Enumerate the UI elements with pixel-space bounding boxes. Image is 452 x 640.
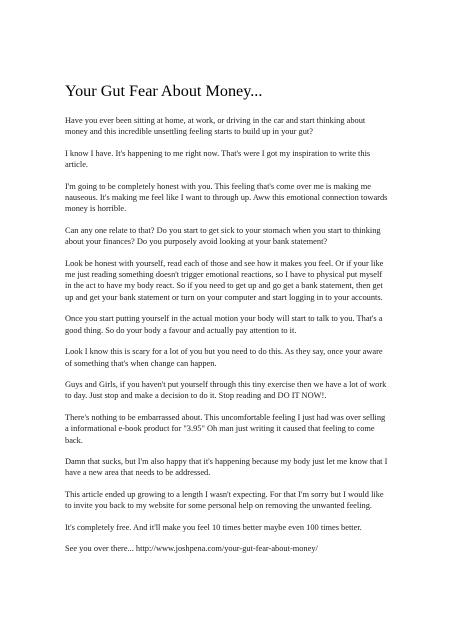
paragraph-10: Damn that sucks, but I'm also happy that it's happening because my body just let me know that I have a new area that needs to be addressed. (65, 456, 388, 478)
paragraph-4: Can any one relate to that? Do you start to get sick to your stomach when you start to thinking about your finances? Do you purposely avoid looking at your bank statement? (65, 225, 381, 247)
paragraph-13-link: See you over there... http://www.joshpena.com/your-gut-fear-about-money/ (65, 543, 318, 553)
paragraph-3: I'm going to be completely honest with you. This feeling that's come over me is making me nauseous. It's making me feel like I want to through up. Aww this emotional connection towards money is horrible. (65, 181, 388, 214)
article-title: Your Gut Fear About Money... (65, 82, 263, 100)
paragraph-6: Once you start putting yourself in the actual motion your body will start to talk to you. That's a good thing. So do your body a favour and actually pay attention to it. (65, 314, 383, 335)
article-body (65, 81, 390, 564)
paragraph-7: Look I know this is scary for a lot of you but you need to do this. As they say, once your aware of something that's when change can happen. (65, 347, 383, 368)
paragraph-2: I know I have. It's happening to me right now. That's were I got my inspiration to write this article. (65, 148, 371, 170)
paragraph-1: Have you ever been sitting at home, at work, or driving in the car and start thinking about money and this incredible unsettling feeling starts to build up in your gut? (65, 116, 366, 137)
paragraph-9: There's nothing to be embarrassed about. This uncomfortable feeling I just had was over selling a informational e-book product for "3.95" Oh man just writing it caused that feeling to come back. (65, 412, 386, 445)
paragraph-5: Look be honest with yourself, read each of those and see how it makes you feel. Or if your like me just reading something doesn't trigger emotional reactions, so I have to physical put myself in the act to have my body react. So if you need to get up and go get a bank statement, then get up and get your bank statement or turn on your computer and start logging in to your accounts. (65, 258, 384, 302)
paragraph-12: It's completely free. And it'll make you feel 10 times better maybe even 100 times better. (65, 522, 362, 532)
paragraph-11: This article ended up growing to a length I wasn't expecting. For that I'm sorry but I would like to invite you back to my website for some personal help on removing the unwanted feeling. (65, 489, 384, 511)
paragraph-8: Guys and Girls, if you haven't put yourself through this tiny exercise then we have a lot of work to day. Just stop and make a decision to do it. Stop reading and DO IT NOW!. (65, 379, 387, 401)
